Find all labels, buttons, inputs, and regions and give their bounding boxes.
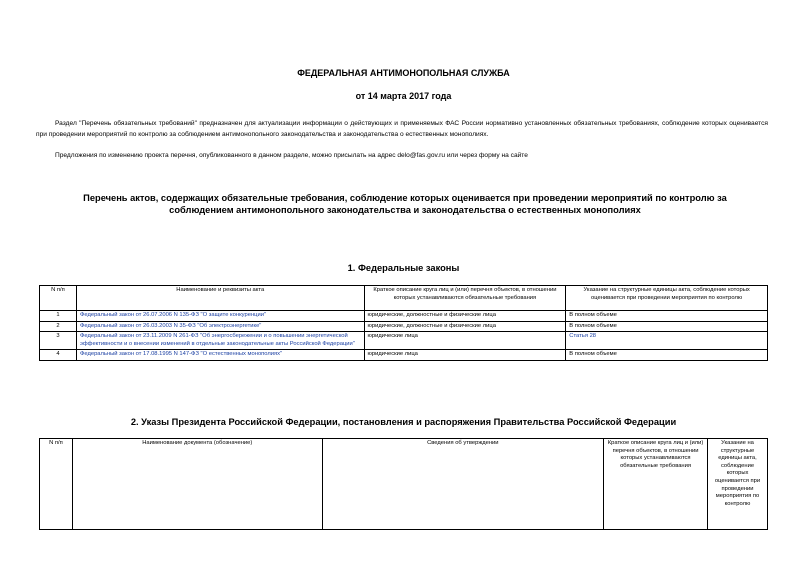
col-header-document: Наименование документа (обозначение) <box>72 439 322 530</box>
row-number: 4 <box>40 350 77 361</box>
act-link[interactable]: Федеральный закон от 26.03.2003 N 35-ФЗ "Об электроэнергетике" <box>76 321 364 332</box>
government-acts-table <box>39 438 768 530</box>
col-header-approval: Сведения об утверждении <box>322 439 604 530</box>
col-header-units: Указание на структурные единицы акта, соблюдение которых оценивается при проведении мероприятия по контролю <box>708 439 768 530</box>
table-row <box>40 332 768 350</box>
units-cell: В полном объеме <box>566 311 768 322</box>
document-date: от 14 марта 2017 года <box>355 91 452 101</box>
col-header-number: N п/п <box>40 439 73 530</box>
col-header-units: Указание на структурные единицы акта, соблюдение которых оценивается при проведении мероприятия по контролю <box>566 286 768 311</box>
units-cell: В полном объеме <box>566 321 768 332</box>
persons-cell: юридические, должностные и физические лица <box>364 321 566 332</box>
table-header-row <box>40 439 768 530</box>
intro-paragraph-1: Раздел "Перечень обязательных требований" предназначен для актуализации информации о действующих и применяемых ФАС России нормативно установленных обязательных требованиях, соблюдение которых оценивается при проведении мероприятий по контролю за соблюдением антимонопольного законодательства и законодательства о естественных монополиях. <box>36 120 768 138</box>
row-number: 1 <box>40 311 77 322</box>
section-2-title: 2. Указы Президента Российской Федерации, постановления и распоряжения Правительства Российской Федерации <box>130 417 677 427</box>
table-header-row <box>40 286 768 311</box>
col-header-persons: Краткое описание круга лиц и (или) перечня объектов, в отношении которых устанавливаются обязательные требования <box>364 286 566 311</box>
intro-paragraph-2: Предложения по изменению проекта перечня, опубликованного в данном разделе, можно присылать на адрес delo@fas.gov.ru или через форму на сайте <box>55 152 528 159</box>
act-link[interactable]: Федеральный закон от 17.08.1995 N 147-ФЗ "О естественных монополиях" <box>76 350 364 361</box>
section-1-title: 1. Федеральные законы <box>347 263 460 273</box>
persons-cell: юридические лица <box>364 350 566 361</box>
row-number: 3 <box>40 332 77 350</box>
table-row <box>40 311 768 322</box>
persons-cell: юридические, должностные и физические лица <box>364 311 566 322</box>
units-cell: В полном объеме <box>566 350 768 361</box>
federal-laws-table <box>39 285 768 361</box>
table-row <box>40 321 768 332</box>
act-link[interactable]: Федеральный закон от 23.11.2009 N 261-ФЗ "Об энергосбережении и о повышении энергетической эффективности и о внесении изменений в отдельные законодательные акты Российской Федерации" <box>76 332 364 350</box>
col-header-number: N п/п <box>40 286 77 311</box>
units-link[interactable]: Статья 28 <box>566 332 768 350</box>
table-row <box>40 350 768 361</box>
row-number: 2 <box>40 321 77 332</box>
list-title: Перечень актов, содержащих обязательные требования, соблюдение которых оценивается при проведении мероприятий по контролю за соблюдением антимонопольного законодательства и законодательства о естественных монополиях <box>83 193 727 215</box>
persons-cell: юридические лица <box>364 332 566 350</box>
col-header-persons: Краткое описание круга лиц и (или) перечня объектов, в отношении которых устанавливаются обязательные требования <box>604 439 708 530</box>
org-name: ФЕДЕРАЛЬНАЯ АНТИМОНОПОЛЬНАЯ СЛУЖБА <box>297 68 510 78</box>
act-link[interactable]: Федеральный закон от 26.07.2006 N 135-ФЗ "О защите конкуренции" <box>76 311 364 322</box>
col-header-act: Наименование и реквизиты акта <box>76 286 364 311</box>
